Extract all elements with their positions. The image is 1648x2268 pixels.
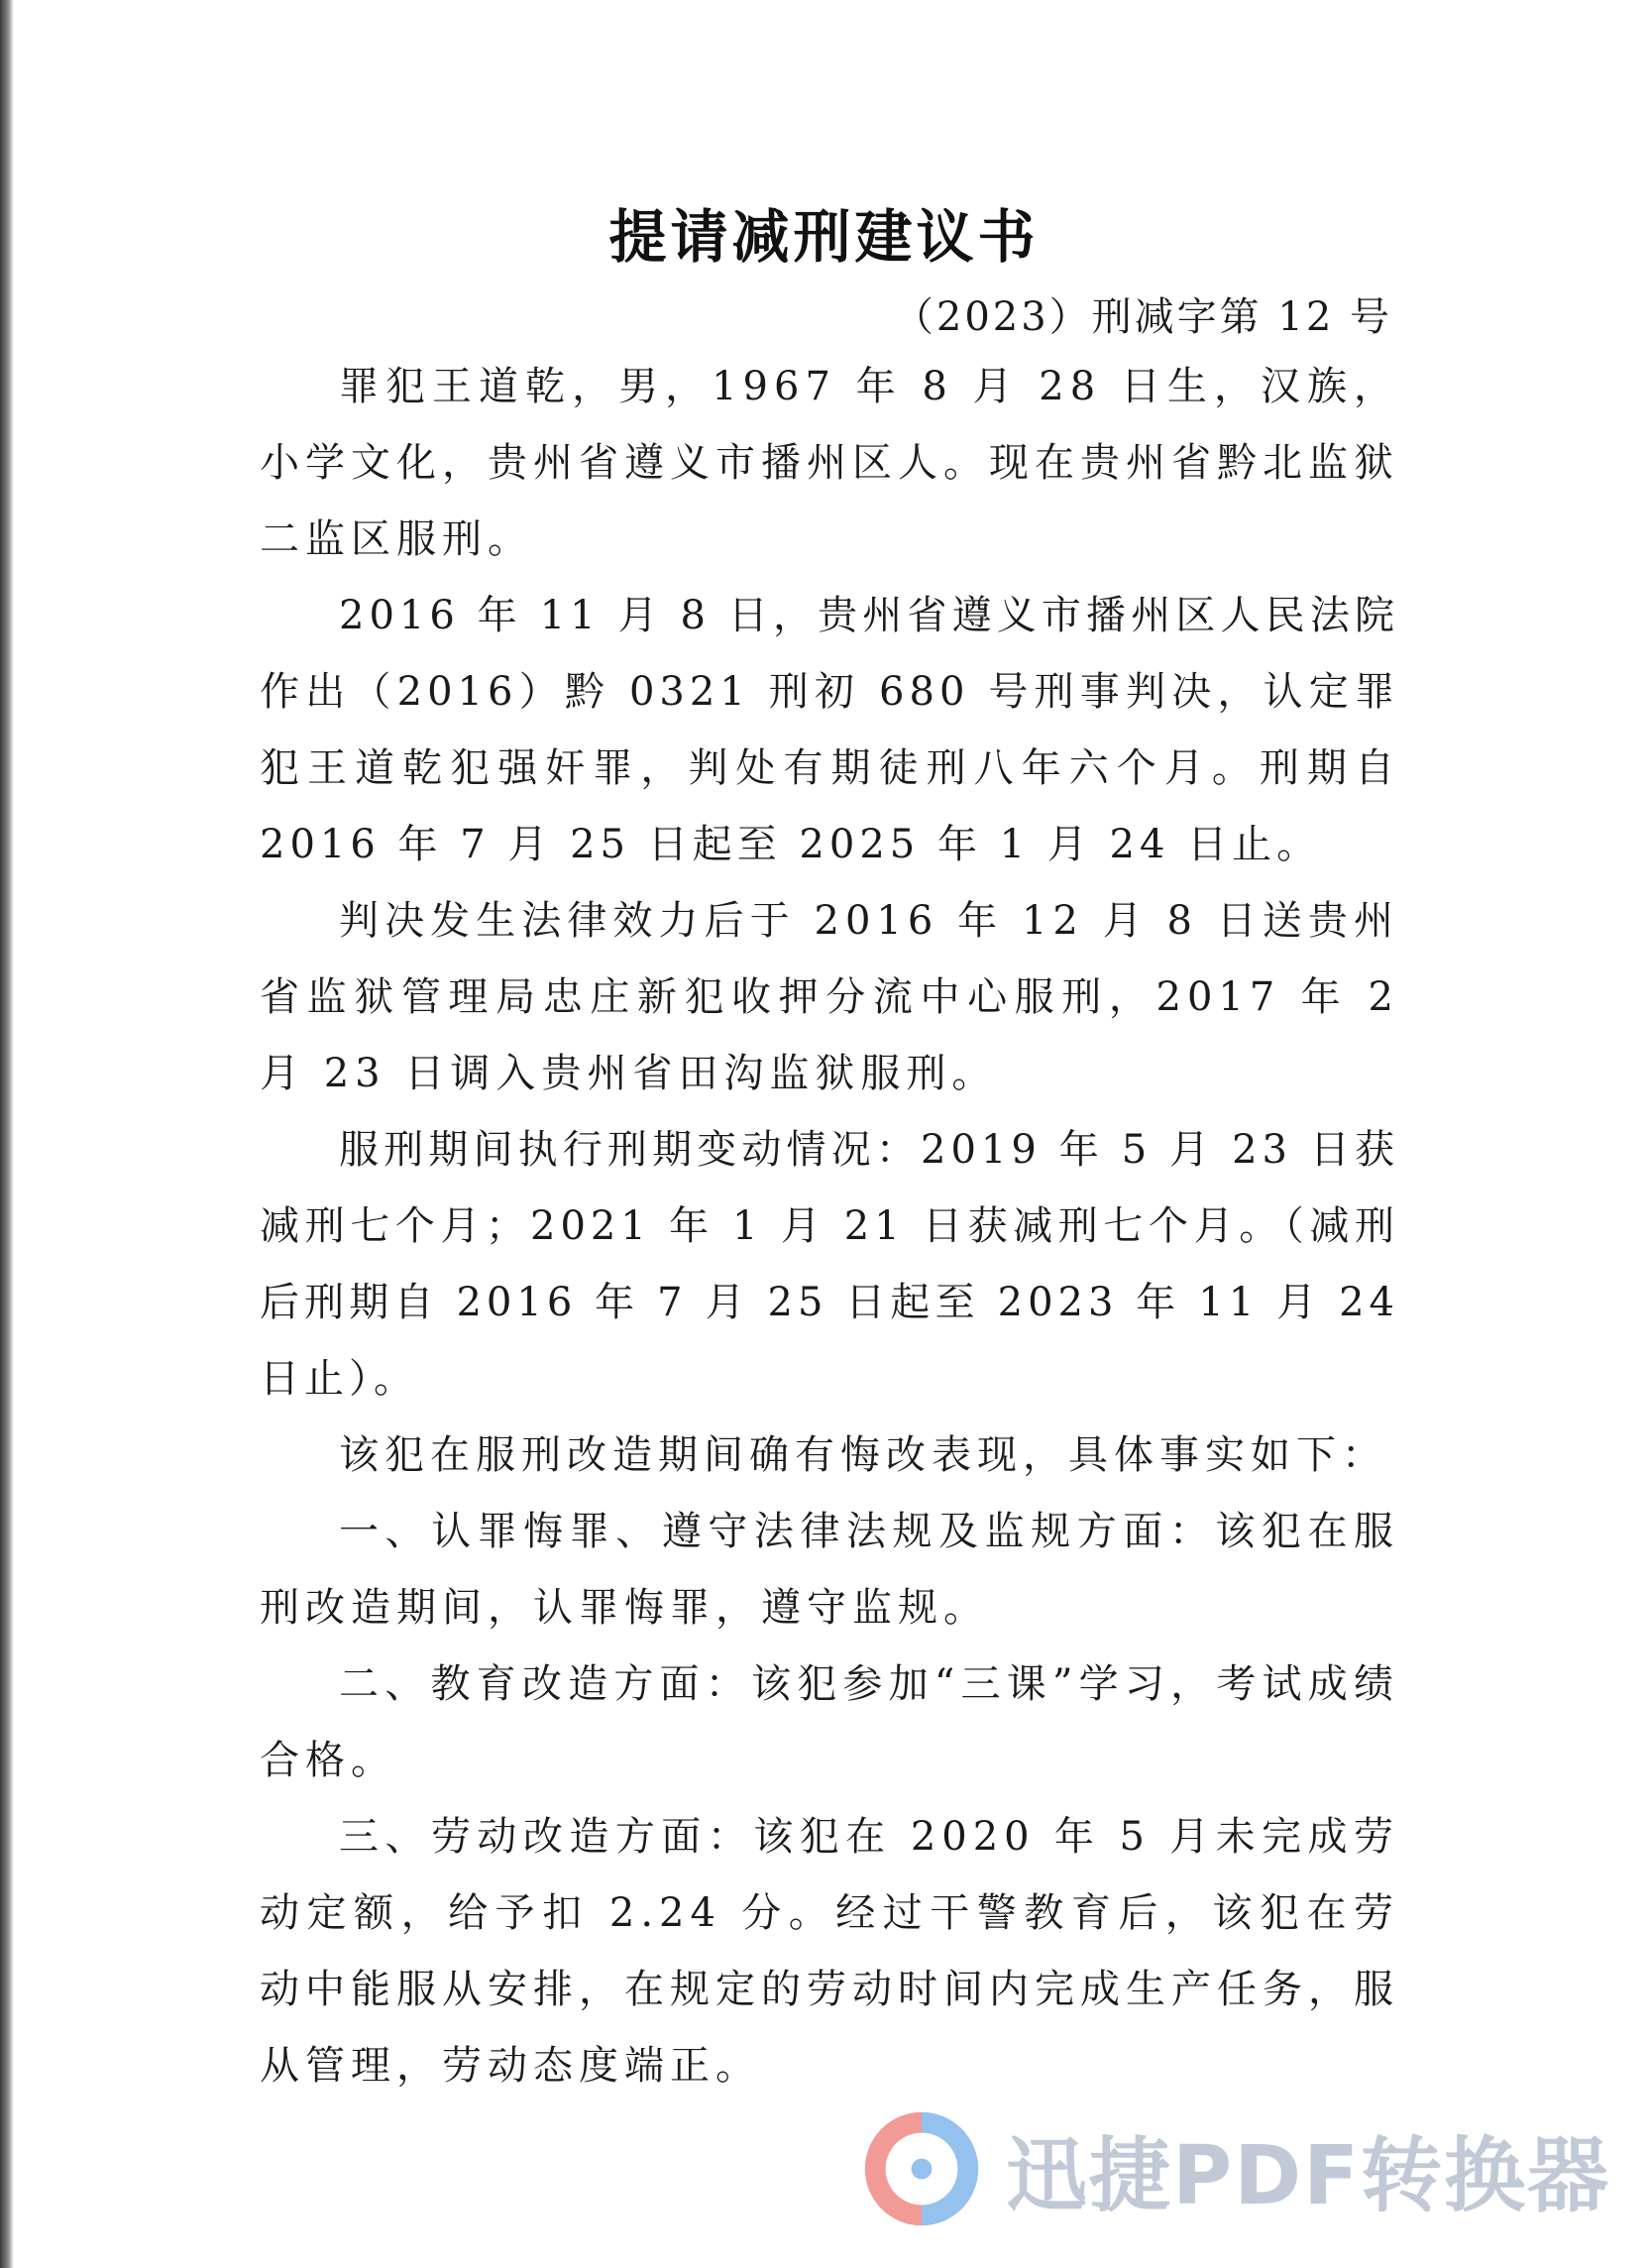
watermark-text: 迅捷PDF转换器 (1006, 2128, 1611, 2223)
watermark (857, 2099, 1610, 2238)
paragraph-education: 二、教育改造方面：该犯参加“三课”学习，考试成绩合格。 (260, 1661, 1399, 1783)
scan-edge-shadow (0, 0, 14, 2268)
paragraph-repentance-intro: 该犯在服刑改造期间确有悔改表现，具体事实如下： (339, 1432, 1387, 1478)
paragraph-law-compliance: 一、认罪悔罪、遵守法律法规及监规方面：该犯在服刑改造期间，认罪悔罪，遵守监规。 (260, 1509, 1399, 1631)
paragraph-sentence-changes: 服刑期间执行刑期变动情况：2019 年 5 月 23 日获减刑七个月；2021 年 1 月 21 日获减刑七个月。（减刑后刑期自 2016 年 7 月 25 日起至 2023 年 11 月 24 日止）。 (260, 1127, 1399, 1402)
document-body (260, 349, 1399, 2104)
paragraph-personal-info: 罪犯王道乾，男，1967 年 8 月 28 日生，汉族，小学文化，贵州省遵义市播州区人。现在贵州省黔北监狱二监区服刑。 (260, 364, 1399, 562)
paragraph-labor: 三、劳动改造方面：该犯在 2020 年 5 月未完成劳动定额，给予扣 2.24 分。经过干警教育后，该犯在劳动中能服从安排，在规定的劳动时间内完成生产任务，服从管理，劳动态度端正。 (260, 1814, 1399, 2089)
document-title: 提请减刑建议书 (608, 203, 1040, 271)
document-number: （2023）刑减字第 12 号 (893, 294, 1392, 340)
paragraph-prison-transfer: 判决发生法律效力后于 2016 年 12 月 8 日送贵州省监狱管理局忠庄新犯收押分流中心服刑，2017 年 2 月 23 日调入贵州省田沟监狱服刑。 (260, 898, 1399, 1096)
xunjie-logo-icon (857, 2104, 986, 2233)
paragraph-original-judgment: 2016 年 11 月 8 日，贵州省遵义市播州区人民法院作出（2016）黔 0321 刑初 680 号刑事判决，认定罪犯王道乾犯强奸罪，判处有期徒刑八年六个月。刑期自 2016 年 7 月 25 日起至 2025 年 1 月 24 日止。 (260, 593, 1399, 867)
